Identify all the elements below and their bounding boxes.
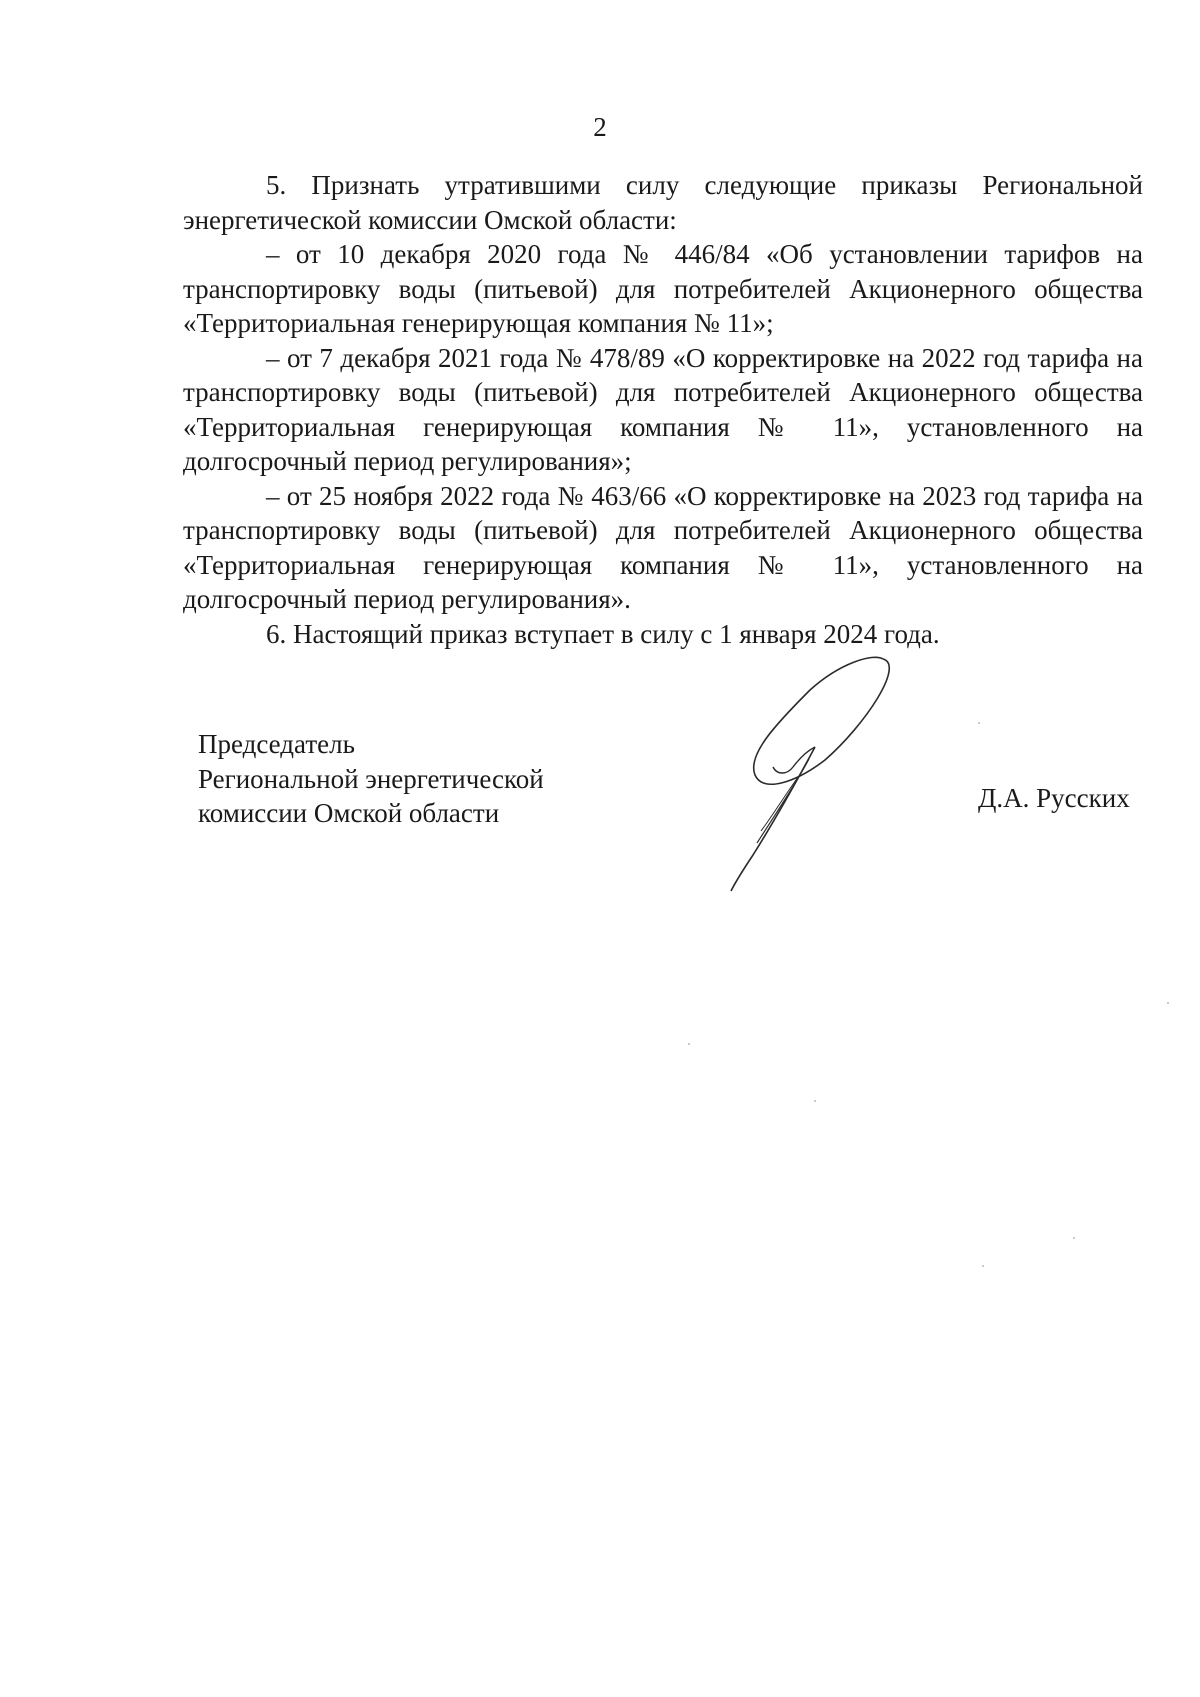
position-line: комиссии Омской области (198, 798, 500, 828)
scan-speck (1167, 1002, 1169, 1004)
list-item-order-478-89: – от 7 декабря 2021 года № 478/89 «О корректировке на 2022 год тарифа на транспортировку воды (питьевой) для потребителей Акционерного общества «Территориальная генерирующая компания № 11», установленного на долгосрочный период регулирования»; (183, 342, 1143, 476)
position-line: Региональной энергетической (198, 763, 544, 794)
scan-speck (814, 1100, 816, 1102)
document-body (183, 168, 1143, 651)
scan-speck (982, 1265, 984, 1267)
scan-speck (1073, 1237, 1075, 1239)
list-item-order-463-66: – от 25 ноября 2022 года № 463/66 «О корректировке на 2023 год тарифа на транспортировку воды (питьевой) для потребителей Акционерного общества «Территориальная генерирующая компания № 11», установленного на долгосрочный период регулирования». (183, 480, 1143, 614)
page-number: 2 (593, 112, 607, 142)
handwritten-signature (715, 655, 915, 895)
signatory-position (198, 727, 544, 831)
scan-speck (978, 722, 980, 724)
scan-speck (688, 1043, 690, 1045)
signer-name: Д.А. Русских (978, 783, 1130, 813)
position-line: Председатель (198, 729, 355, 759)
paragraph-5: 5. Признать утратившими силу следующие приказы Региональной энергетической комиссии Омской области: (183, 170, 1143, 235)
paragraph-6: 6. Настоящий приказ вступает в силу с 1 января 2024 года. (266, 618, 940, 649)
list-item-order-446-84: – от 10 декабря 2020 года № 446/84 «Об установлении тарифов на транспортировку воды (питьевой) для потребителей Акционерного общества «Территориальная генерирующая компания № 11»; (183, 239, 1143, 338)
